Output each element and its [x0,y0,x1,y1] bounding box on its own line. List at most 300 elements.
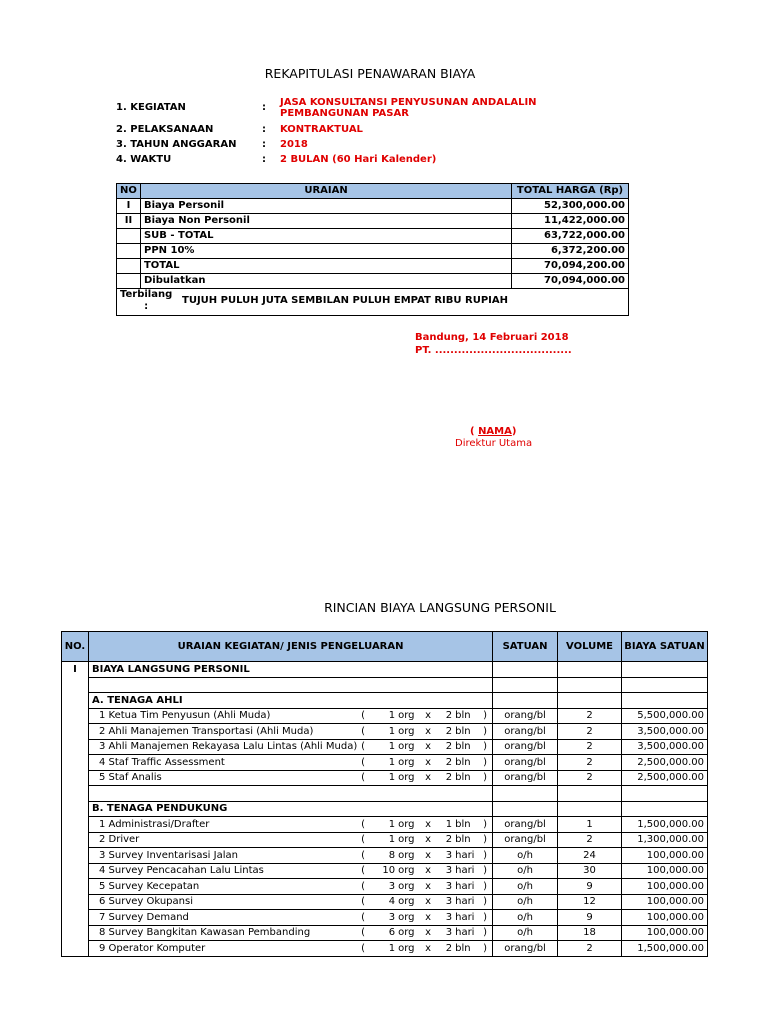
empty-cell [62,677,89,693]
item-dur: 2 [445,710,453,721]
detail-header-uraian: URAIAN KEGIATAN/ JENIS PENGELUARAN [88,632,492,662]
item-unit2: bln [455,756,471,768]
signature-name-close: ) [511,426,517,437]
item-biaya: 1,500,000.00 [622,817,708,833]
item-qty: 3 [388,911,396,923]
table-row [62,925,708,941]
summary-total: 11,422,000.00 [512,214,629,229]
empty-cell [622,786,708,802]
empty-cell [558,677,622,693]
item-uraian [88,848,492,864]
signature-position: Direktur Utama [455,438,533,449]
paren-open: ( [361,849,366,861]
item-name: 4 Staf Traffic Assessment [98,756,225,768]
item-x: x [425,927,432,938]
table-row [62,708,708,724]
item-unit2: bln [455,818,471,830]
item-volume: 9 [558,879,622,895]
item-biaya: 100,000.00 [622,863,708,879]
empty-cell [62,739,89,755]
item-unit1: org [398,911,415,923]
item-volume: 2 [558,770,622,786]
summary-uraian: TOTAL [140,259,511,274]
signature-company: PT. .................................... [415,345,572,356]
empty-cell [493,662,558,678]
item-uraian [88,910,492,926]
detail-header-no: NO. [62,632,89,662]
item-unit1: org [398,942,415,954]
item-calc [361,926,489,940]
summary-header-row [117,184,629,199]
item-unit2: bln [455,741,471,752]
item-satuan: orang/bl [493,708,558,724]
item-calc [361,864,489,878]
item-x: x [425,772,432,783]
paren-open: ( [361,834,366,845]
field-kegiatan-value-line1: JASA KONSULTANSI PENYUSUNAN ANDALALIN [280,97,537,108]
field-tahun-value: 2018 [280,139,308,150]
item-satuan: o/h [493,925,558,941]
item-uraian [88,863,492,879]
summary-header-no: NO [117,184,141,199]
item-unit2: hari [455,927,475,938]
empty-cell [62,894,89,910]
spacer-row [62,677,708,693]
item-dur: 3 [445,880,453,892]
item-unit1: org [398,725,415,737]
empty-cell [622,677,708,693]
table-row [62,894,708,910]
item-name: 2 Ahli Manajemen Transportasi (Ahli Muda) [98,725,314,737]
item-qty: 1 [388,834,396,845]
paren-open: ( [361,772,366,783]
summary-row [117,274,629,289]
table-row [62,910,708,926]
item-qty: 1 [388,818,396,830]
paren-close: ) [483,818,488,830]
paren-close: ) [483,772,488,783]
summary-total: 70,094,000.00 [512,274,629,289]
empty-cell [493,693,558,709]
empty-cell [62,910,89,926]
item-x: x [425,942,432,954]
item-dur: 2 [445,756,453,768]
item-biaya: 5,500,000.00 [622,708,708,724]
item-satuan: orang/bl [493,817,558,833]
empty-cell [62,724,89,740]
summary-table [116,183,629,316]
item-biaya: 100,000.00 [622,894,708,910]
paren-close: ) [483,741,488,752]
summary-total: 52,300,000.00 [512,199,629,214]
group-row [62,801,708,817]
item-dur: 3 [445,865,453,876]
item-uraian [88,817,492,833]
paren-open: ( [361,942,366,954]
summary-no [117,259,141,274]
item-unit1: org [398,849,415,861]
item-biaya: 2,500,000.00 [622,755,708,771]
summary-no: I [117,199,141,214]
group-label: A. TENAGA AHLI [88,693,492,709]
summary-uraian: Biaya Personil [140,199,511,214]
item-name: 3 Survey Inventarisasi Jalan [98,849,238,861]
empty-cell [62,925,89,941]
item-x: x [425,896,432,907]
item-volume: 2 [558,941,622,957]
paren-open: ( [361,741,366,752]
item-unit1: org [398,927,415,938]
item-unit1: org [398,865,415,876]
summary-uraian: SUB - TOTAL [140,229,511,244]
field-waktu-label: 4. WAKTU [116,154,172,165]
empty-cell [62,770,89,786]
item-uraian [88,724,492,740]
item-biaya: 1,500,000.00 [622,941,708,957]
item-name: 6 Survey Okupansi [98,896,193,907]
item-uraian [88,879,492,895]
empty-cell [558,786,622,802]
empty-cell [62,863,89,879]
item-satuan: o/h [493,848,558,864]
signature-name-open: ( [470,426,479,437]
item-volume: 24 [558,848,622,864]
summary-no [117,274,141,289]
terbilang-label-text: Terbilang [120,289,173,300]
field-waktu-value: 2 BULAN (60 Hari Kalender) [280,154,437,165]
item-unit1: org [398,772,415,783]
table-row [62,832,708,848]
item-calc [361,756,489,770]
item-satuan: o/h [493,894,558,910]
item-volume: 1 [558,817,622,833]
summary-no: II [117,214,141,229]
item-biaya: 1,300,000.00 [622,832,708,848]
item-unit1: org [398,710,415,721]
paren-close: ) [483,942,488,954]
item-biaya: 100,000.00 [622,848,708,864]
item-calc [361,771,489,785]
item-name: 3 Ahli Manajemen Rekayasa Lalu Lintas (Ahli Muda) [98,741,358,752]
item-uraian [88,941,492,957]
paren-close: ) [483,880,488,892]
paren-close: ) [483,865,488,876]
item-calc [361,833,489,847]
item-biaya: 100,000.00 [622,879,708,895]
item-unit1: org [398,834,415,845]
paren-close: ) [483,710,488,721]
item-unit2: hari [455,865,475,876]
item-name: 8 Survey Bangkitan Kawasan Pembanding [98,927,311,938]
item-unit1: org [398,880,415,892]
item-uraian [88,832,492,848]
item-calc [361,740,489,754]
item-qty: 6 [388,927,396,938]
empty-cell [62,786,89,802]
paren-open: ( [361,896,366,907]
table-row [62,770,708,786]
field-pelaksanaan-value: KONTRAKTUAL [280,124,363,135]
item-satuan: orang/bl [493,770,558,786]
item-name: 7 Survey Demand [98,911,189,923]
table-row [62,863,708,879]
paren-close: ) [483,834,488,845]
item-volume: 12 [558,894,622,910]
item-unit1: org [398,818,415,830]
item-unit2: bln [455,834,471,845]
table-row [62,755,708,771]
item-x: x [425,849,432,861]
empty-cell [62,693,89,709]
table-row [62,879,708,895]
item-qty: 1 [388,741,396,752]
item-x: x [425,725,432,737]
summary-row [117,199,629,214]
item-x: x [425,911,432,923]
item-dur: 2 [445,741,453,752]
signature-place-date: Bandung, 14 Februari 2018 [415,332,569,343]
summary-no [117,244,141,259]
empty-cell [493,677,558,693]
item-calc [361,709,489,723]
field-tahun-sep: : [262,139,266,150]
paren-open: ( [361,911,366,923]
empty-cell [62,832,89,848]
item-satuan: o/h [493,863,558,879]
item-name: 5 Staf Analis [98,772,162,783]
paren-open: ( [361,725,366,737]
paren-open: ( [361,756,366,768]
summary-no [117,229,141,244]
item-volume: 2 [558,755,622,771]
item-volume: 2 [558,739,622,755]
paren-close: ) [483,911,488,923]
item-name: 1 Administrasi/Drafter [98,818,210,830]
item-satuan: orang/bl [493,724,558,740]
item-name: 1 Ketua Tim Penyusun (Ahli Muda) [98,710,271,721]
item-calc [361,818,489,832]
summary-total: 6,372,200.00 [512,244,629,259]
item-x: x [425,741,432,752]
item-x: x [425,880,432,892]
item-unit2: hari [455,911,475,923]
summary-uraian: PPN 10% [140,244,511,259]
empty-cell [622,662,708,678]
summary-row [117,214,629,229]
item-x: x [425,756,432,768]
item-dur: 3 [445,849,453,861]
item-x: x [425,865,432,876]
empty-cell [88,786,492,802]
item-qty: 1 [388,772,396,783]
item-dur: 3 [445,911,453,923]
item-satuan: orang/bl [493,755,558,771]
paren-open: ( [361,880,366,892]
summary-uraian: Biaya Non Personil [140,214,511,229]
item-satuan: orang/bl [493,739,558,755]
field-pelaksanaan-sep: : [262,124,266,135]
empty-cell [62,801,89,817]
summary-row [117,259,629,274]
signature-name [470,426,516,437]
item-uraian [88,739,492,755]
item-volume: 2 [558,708,622,724]
table-row [62,817,708,833]
section-label: BIAYA LANGSUNG PERSONIL [88,662,492,678]
item-satuan: o/h [493,879,558,895]
table-row [62,739,708,755]
paren-open: ( [361,865,366,876]
item-volume: 18 [558,925,622,941]
item-dur: 2 [445,834,453,845]
summary-header-total: TOTAL HARGA (Rp) [512,184,629,199]
summary-row [117,229,629,244]
item-satuan: orang/bl [493,941,558,957]
item-unit2: hari [455,849,475,861]
empty-cell [62,848,89,864]
empty-cell [62,941,89,957]
item-satuan: o/h [493,910,558,926]
item-qty: 1 [388,710,396,721]
empty-cell [622,693,708,709]
item-x: x [425,818,432,830]
item-qty: 1 [388,725,396,737]
paren-close: ) [483,849,488,861]
item-unit1: org [398,756,415,768]
empty-cell [558,662,622,678]
item-name: 9 Operator Komputer [98,942,206,954]
detail-title: RINCIAN BIAYA LANGSUNG PERSONIL [324,600,556,615]
item-calc [361,942,489,956]
table-row [62,941,708,957]
detail-header-biaya: BIAYA SATUAN [622,632,708,662]
item-dur: 2 [445,725,453,737]
summary-uraian: Dibulatkan [140,274,511,289]
empty-cell [88,677,492,693]
empty-cell [558,801,622,817]
item-calc [361,895,489,909]
paren-close: ) [483,896,488,907]
item-qty: 1 [388,756,396,768]
item-volume: 2 [558,724,622,740]
item-biaya: 100,000.00 [622,910,708,926]
page-title: REKAPITULASI PENAWARAN BIAYA [264,66,476,81]
terbilang-label [120,289,172,313]
item-uraian [88,755,492,771]
item-volume: 2 [558,832,622,848]
item-calc [361,725,489,739]
signature-name-text: NAMA [478,426,512,437]
empty-cell [62,755,89,771]
empty-cell [62,708,89,724]
item-unit2: bln [455,725,471,737]
paren-close: ) [483,725,488,737]
paren-close: ) [483,756,488,768]
empty-cell [493,786,558,802]
section-row [62,662,708,678]
empty-cell [62,817,89,833]
field-waktu-sep: : [262,154,266,165]
item-unit2: hari [455,896,475,907]
item-qty: 3 [388,880,396,892]
item-unit1: org [398,896,415,907]
item-unit2: hari [455,880,475,892]
item-dur: 1 [445,818,453,830]
paren-open: ( [361,927,366,938]
group-row [62,693,708,709]
item-x: x [425,834,432,845]
item-qty: 10 [382,865,396,876]
item-calc [361,880,489,894]
detail-table [61,631,708,957]
group-label: B. TENAGA PENDUKUNG [88,801,492,817]
item-uraian [88,894,492,910]
item-satuan: orang/bl [493,832,558,848]
terbilang-value: TUJUH PULUH JUTA SEMBILAN PULUH EMPAT RIBU RUPIAH [182,295,508,306]
item-dur: 3 [445,896,453,907]
item-dur: 2 [445,942,453,954]
item-biaya: 3,500,000.00 [622,724,708,740]
field-pelaksanaan-label: 2. PELAKSANAAN [116,124,214,135]
field-kegiatan-value-line2: PEMBANGUNAN PASAR [280,108,409,119]
detail-header-volume: VOLUME [558,632,622,662]
section-no: I [62,662,89,678]
paren-close: ) [483,927,488,938]
item-qty: 4 [388,896,396,907]
terbilang-sep: : [144,301,149,312]
spacer-row [62,786,708,802]
table-row [62,848,708,864]
item-biaya: 100,000.00 [622,925,708,941]
detail-body [62,662,708,957]
summary-total: 63,722,000.00 [512,229,629,244]
item-calc [361,911,489,925]
empty-cell [558,693,622,709]
item-name: 2 Driver [98,834,140,845]
empty-cell [62,879,89,895]
item-volume: 9 [558,910,622,926]
item-unit2: bln [455,772,471,783]
item-qty: 8 [388,849,396,861]
item-biaya: 3,500,000.00 [622,739,708,755]
field-kegiatan-label: 1. KEGIATAN [116,102,186,113]
summary-row [117,244,629,259]
item-calc [361,849,489,863]
item-uraian [88,770,492,786]
detail-header-row [62,632,708,662]
empty-cell [622,801,708,817]
item-unit2: bln [455,710,471,721]
field-tahun-label: 3. TAHUN ANGGARAN [116,139,237,150]
item-unit2: bln [455,942,471,954]
paren-open: ( [361,818,366,830]
item-name: 4 Survey Pencacahan Lalu Lintas [98,865,264,876]
item-unit1: org [398,741,415,752]
item-biaya: 2,500,000.00 [622,770,708,786]
summary-header-uraian: URAIAN [140,184,511,199]
paren-open: ( [361,710,366,721]
item-dur: 3 [445,927,453,938]
empty-cell [493,801,558,817]
item-volume: 30 [558,863,622,879]
terbilang-row [117,289,629,316]
item-uraian [88,708,492,724]
summary-total: 70,094,200.00 [512,259,629,274]
field-kegiatan-value [280,97,537,119]
item-dur: 2 [445,772,453,783]
item-name: 5 Survey Kecepatan [98,880,200,892]
field-kegiatan-sep: : [262,102,266,113]
